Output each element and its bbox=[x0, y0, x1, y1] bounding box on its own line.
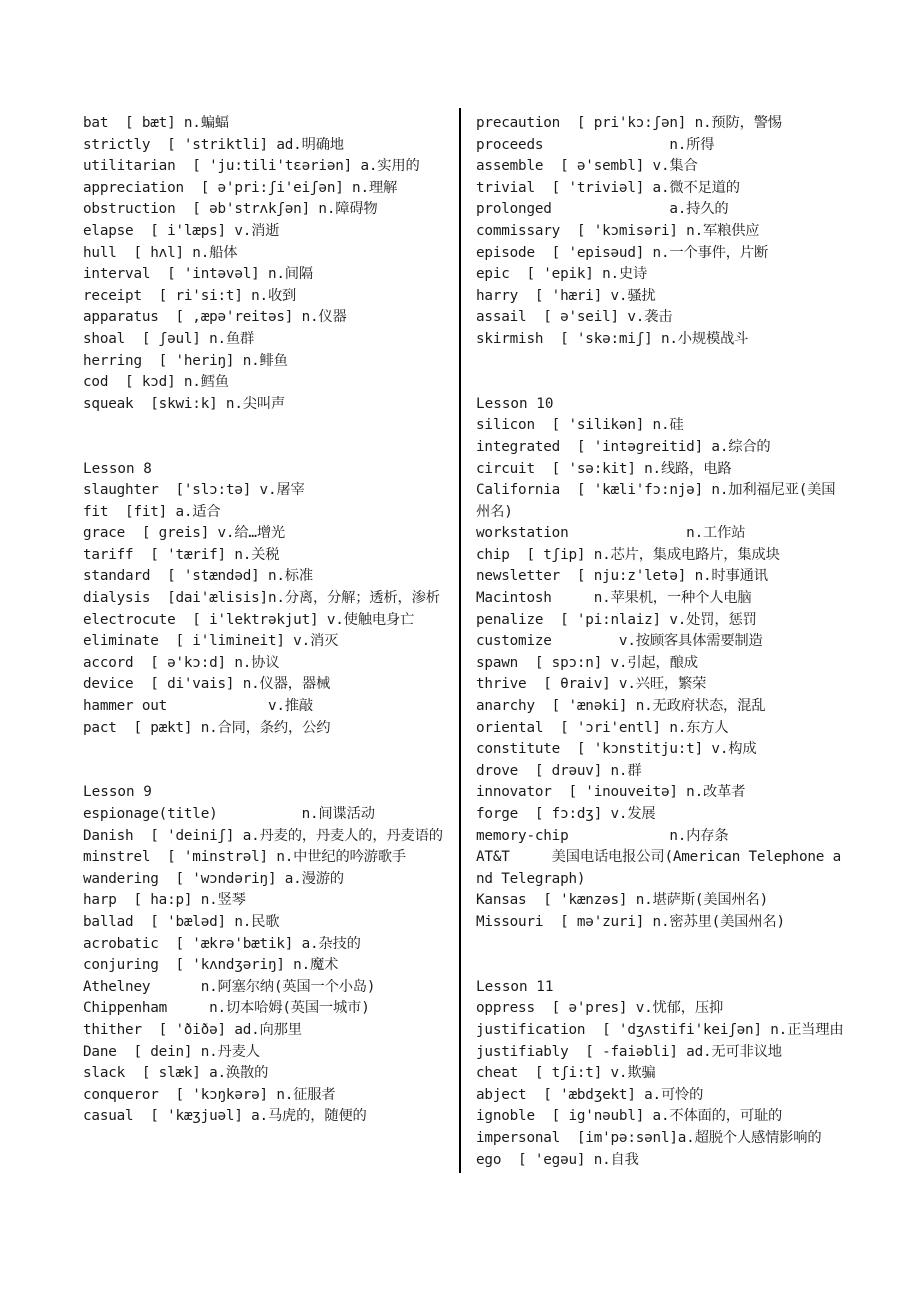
vocab-entry: apparatus [ ,æpə'reitəs] n.仪器 bbox=[83, 309, 347, 326]
section-gap bbox=[476, 934, 848, 977]
section-gap bbox=[476, 351, 848, 394]
lesson-10-title: Lesson 10 bbox=[476, 395, 554, 412]
vocab-entry: slack [ slæk] a.涣散的 bbox=[83, 1065, 269, 1082]
vocab-entry: appreciation [ ə'pri:ʃi'eiʃən] n.理解 bbox=[83, 179, 398, 196]
vocab-entry: trivial [ 'triviəl] a.微不足道的 bbox=[476, 179, 740, 196]
lesson-9-entries bbox=[83, 804, 455, 1128]
vocab-entry: cod [ kɔd] n.鳕鱼 bbox=[83, 374, 229, 391]
vocab-entry: justification [ 'dʒʌstifi'keiʃən] n.正当理由 bbox=[476, 1021, 844, 1038]
vocab-entry: newsletter [ nju:z'letə] n.时事通讯 bbox=[476, 568, 768, 585]
vocab-entry: espionage(title) n.间谍活动 bbox=[83, 806, 375, 822]
vocab-entry: casual [ 'kæʒjuəl] a.马虎的，随便的 bbox=[83, 1108, 367, 1125]
section-gap bbox=[83, 739, 455, 782]
vocab-entry: dialysis [dai'ælisis]n.分离，分解；透析，渗析 bbox=[83, 590, 440, 607]
vocab-entry: pact [ pækt] n.合同，条约，公约 bbox=[83, 719, 331, 736]
vocab-entry: forge [ fɔ:dʒ] v.发展 bbox=[476, 806, 656, 822]
lesson-9-continued-entries bbox=[476, 113, 848, 351]
lesson-8-entries bbox=[83, 480, 455, 739]
lesson-9-title: Lesson 9 bbox=[83, 784, 152, 801]
vocab-entry: slaughter ['slɔ:tə] v.屠宰 bbox=[83, 482, 305, 499]
vocab-entry: harry [ 'hæri] v.骚扰 bbox=[476, 287, 656, 304]
left-column bbox=[83, 113, 455, 1128]
vocab-entry: customize v.按顾客具体需要制造 bbox=[476, 633, 763, 650]
vocab-entry: Dane [ dein] n.丹麦人 bbox=[83, 1043, 260, 1060]
vocab-entry: silicon [ 'silikən] n.硅 bbox=[476, 417, 684, 434]
vocab-entry: strictly [ 'striktli] ad.明确地 bbox=[83, 136, 344, 153]
vocab-entry: oppress [ ə'pres] v.忧郁，压抑 bbox=[476, 1000, 724, 1017]
vocab-entry: bat [ bæt] n.蝙蝠 bbox=[83, 115, 229, 131]
lesson-8-title: Lesson 8 bbox=[83, 460, 152, 477]
vocab-entry: workstation n.工作站 bbox=[476, 525, 746, 542]
vocab-entry: Athelney n.阿塞尔纳(英国一个小岛) bbox=[83, 978, 376, 995]
vocab-entry: justifiably [ -faiəbli] ad.无可非议地 bbox=[476, 1043, 782, 1060]
vocab-entry: episode [ 'episəud] n.一个事件，片断 bbox=[476, 244, 769, 261]
vocab-entry: drove [ drəuv] n.群 bbox=[476, 762, 642, 779]
vocab-entry: device [ di'vais] n.仪器，器械 bbox=[83, 676, 331, 693]
vocab-entry: Macintosh n.苹果机，一种个人电脑 bbox=[476, 590, 752, 607]
vocab-entry: cheat [ tʃi:t] v.欺骗 bbox=[476, 1065, 656, 1082]
vocab-entry: utilitarian [ 'ju:tili'tɛəriən] a.实用的 bbox=[83, 158, 420, 175]
lesson-11-entries bbox=[476, 998, 848, 1171]
vocab-entry: thrive [ θraiv] v.兴旺，繁荣 bbox=[476, 676, 707, 693]
vocab-entry: ignoble [ ig'nəubl] a.不体面的，可耻的 bbox=[476, 1108, 783, 1125]
vocab-entry: conjuring [ 'kʌndʒəriŋ] n.魔术 bbox=[83, 957, 339, 974]
vocab-entry: epic [ 'epik] n.史诗 bbox=[476, 266, 648, 283]
vocab-entry: chip [ tʃip] n.芯片，集成电路片，集成块 bbox=[476, 546, 780, 563]
vocab-entry: obstruction [ əb'strʌkʃən] n.障碍物 bbox=[83, 201, 378, 218]
vocab-entry: Kansas [ 'kænzəs] n.堪萨斯(美国州名) bbox=[476, 892, 769, 909]
vocab-entry: electrocute [ i'lektrəkjut] v.使触电身亡 bbox=[83, 611, 415, 628]
lesson-7-entries bbox=[83, 113, 455, 415]
vocab-entry: Missouri [ mə'zuri] n.密苏里(美国州名) bbox=[476, 913, 785, 930]
vocab-entry: ballad [ 'bæləd] n.民歌 bbox=[83, 913, 280, 930]
column-divider bbox=[459, 108, 461, 1173]
vocab-entry: ego [ 'egəu] n.自我 bbox=[476, 1151, 639, 1168]
vocab-entry: assail [ ə'seil] v.袭击 bbox=[476, 309, 673, 326]
vocab-entry: hammer out v.推敲 bbox=[83, 698, 313, 715]
vocab-entry: memory-chip n.内存条 bbox=[476, 827, 729, 844]
lesson-11-title: Lesson 11 bbox=[476, 978, 554, 995]
vocab-entry: conqueror [ 'kɔŋkərə] n.征服者 bbox=[83, 1086, 336, 1103]
vocab-entry: standard [ 'stændəd] n.标准 bbox=[83, 568, 313, 585]
section-gap bbox=[83, 415, 455, 458]
vocab-entry: receipt [ ri'si:t] n.收到 bbox=[83, 287, 297, 304]
vocab-entry: accord [ ə'kɔ:d] n.协议 bbox=[83, 654, 280, 671]
vocab-entry: prolonged a.持久的 bbox=[476, 201, 729, 218]
vocab-entry: Chippenham n.切本哈姆(英国一城市) bbox=[83, 1000, 370, 1017]
vocab-entry: impersonal [im'pə:sənl]a.超脱个人感情影响的 bbox=[476, 1129, 822, 1146]
vocab-entry: skirmish [ 'skə:miʃ] n.小规模战斗 bbox=[476, 330, 749, 347]
vocab-entry: squeak [skwi:k] n.尖叫声 bbox=[83, 395, 286, 412]
vocab-entry: grace [ greis] v.给…增光 bbox=[83, 525, 286, 542]
vocab-entry: anarchy [ 'ænəki] n.无政府状态，混乱 bbox=[476, 698, 766, 715]
vocab-entry: thither [ 'ðiðə] ad.向那里 bbox=[83, 1021, 302, 1038]
vocab-entry: shoal [ ʃəul] n.鱼群 bbox=[83, 330, 255, 347]
vocab-entry: fit [fit] a.适合 bbox=[83, 503, 221, 520]
vocab-entry: elapse [ i'læps] v.消逝 bbox=[83, 222, 280, 239]
vocab-entry: spawn [ spɔ:n] v.引起，酿成 bbox=[476, 654, 698, 671]
vocab-entry: acrobatic [ 'ækrə'bætik] a.杂技的 bbox=[83, 935, 361, 952]
vocab-entry: integrated [ 'intəgreitid] a.综合的 bbox=[476, 438, 771, 455]
vocab-entry: minstrel [ 'minstrəl] n.中世纪的吟游歌手 bbox=[83, 849, 406, 866]
vocab-entry: interval [ 'intəvəl] n.间隔 bbox=[83, 266, 313, 283]
right-column bbox=[476, 113, 848, 1171]
vocab-entry: Danish [ 'deiniʃ] a.丹麦的，丹麦人的，丹麦语的 bbox=[83, 827, 443, 844]
vocab-entry: abject [ 'æbdʒekt] a.可怜的 bbox=[476, 1086, 704, 1103]
vocab-entry: assemble [ ə'sembl] v.集合 bbox=[476, 158, 698, 175]
vocab-entry: precaution [ pri'kɔ:ʃən] n.预防，警惕 bbox=[476, 115, 782, 131]
vocab-entry: California [ 'kæli'fɔ:njə] n.加利福尼亚(美国州名) bbox=[476, 482, 836, 520]
vocab-entry: wandering [ 'wɔndəriŋ] a.漫游的 bbox=[83, 870, 344, 887]
vocab-entry: circuit [ 'sə:kit] n.线路，电路 bbox=[476, 460, 732, 477]
lesson-10-entries bbox=[476, 415, 848, 933]
vocab-entry: hull [ hʌl] n.船体 bbox=[83, 244, 238, 261]
vocab-entry: oriental [ 'ɔri'entl] n.东方人 bbox=[476, 719, 729, 736]
vocab-entry: herring [ 'heriŋ] n.鲱鱼 bbox=[83, 352, 288, 369]
vocab-entry: proceeds n.所得 bbox=[476, 136, 715, 153]
vocab-entry: AT&T 美国电话电报公司(American Telephone and Telegraph) bbox=[476, 849, 841, 887]
vocab-entry: tariff [ 'tærif] n.关税 bbox=[83, 546, 280, 563]
vocab-entry: commissary [ 'kɔmisəri] n.军粮供应 bbox=[476, 222, 760, 239]
vocab-entry: constitute [ 'kɔnstitju:t] v.构成 bbox=[476, 741, 757, 758]
vocab-entry: eliminate [ i'limineit] v.消灭 bbox=[83, 633, 339, 650]
vocab-entry: harp [ ha:p] n.竖琴 bbox=[83, 892, 246, 909]
vocab-entry: innovator [ 'inouveitə] n.改革者 bbox=[476, 784, 746, 801]
vocab-entry: penalize [ 'pi:nlaiz] v.处罚，惩罚 bbox=[476, 611, 757, 628]
